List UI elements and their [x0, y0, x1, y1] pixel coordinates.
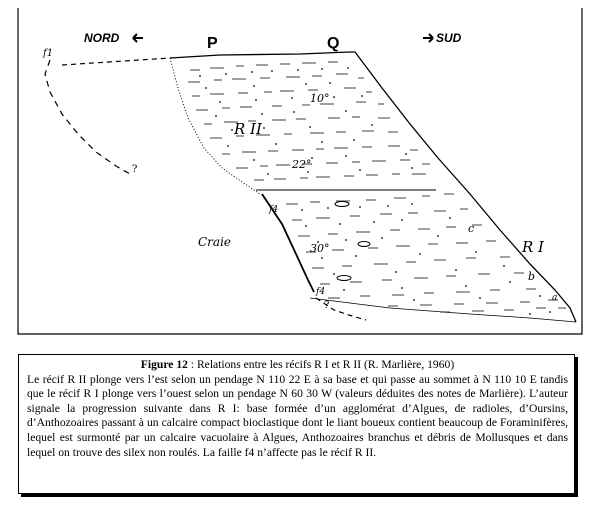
dip-30: 30°	[310, 242, 330, 255]
south-arrow-icon	[423, 34, 433, 42]
question-mark-f1: ?	[132, 164, 138, 175]
geological-cross-section	[10, 8, 590, 340]
caption-figure-number: Figure 12	[140, 358, 188, 371]
caption-title-text: : Relations entre les récifs R I et R II (R. Marlière, 1960)	[187, 358, 455, 371]
dip-10: 10°	[310, 92, 330, 105]
dip-22: 22°	[292, 158, 312, 171]
section-frame	[18, 8, 582, 334]
label-f4-bottom: f4	[316, 287, 326, 297]
fault-f1	[45, 60, 130, 174]
bed-b: b	[528, 270, 536, 283]
label-q: Q	[327, 35, 340, 52]
label-f4-top: f4	[269, 205, 279, 215]
south-label: SUD	[436, 31, 462, 45]
label-f1: f1	[43, 48, 54, 59]
caption-title	[27, 358, 568, 373]
label-craie: Craie	[198, 235, 232, 249]
label-r2: R II	[234, 120, 262, 138]
reef-outline	[170, 52, 576, 322]
label-p: P	[207, 35, 218, 52]
bed-c: c	[468, 222, 475, 235]
label-r1: R I	[522, 238, 544, 256]
north-arrow-icon	[133, 34, 143, 42]
question-mark-f4: ?	[324, 300, 330, 311]
bed-a: a	[552, 293, 558, 303]
reef-base-line	[310, 298, 576, 322]
north-label: NORD	[84, 31, 120, 45]
fossil-lenses	[335, 202, 370, 281]
caption-body: Le récif R II plonge vers l’est selon un pendage N 110 22 E à sa base et qui passe au sommet à N 110 10 E tandis que le récif R I plonge vers l’ouest selon un pendage N 60 30 W (valeurs déduites des notes de Marlière). L’auteur signale la progression suivante dans R I: base formée d’un agglomérat d’Algues, de radioles, d’Oursins, d’Anthozoaires passant à un calcaire compact bioclastique dont le liant boueux contient beaucoup de Foraminifères, lequel est surmonté par un calcaire vacuolaire à Algues, Anthozoaires branchus et débris de Mollusques et dans lequel on trouve des silex non roulés. La faille f4 n’affecte pas le récif R II.	[27, 372, 568, 459]
fault-f1-top	[62, 58, 170, 65]
figure-caption	[18, 354, 575, 494]
